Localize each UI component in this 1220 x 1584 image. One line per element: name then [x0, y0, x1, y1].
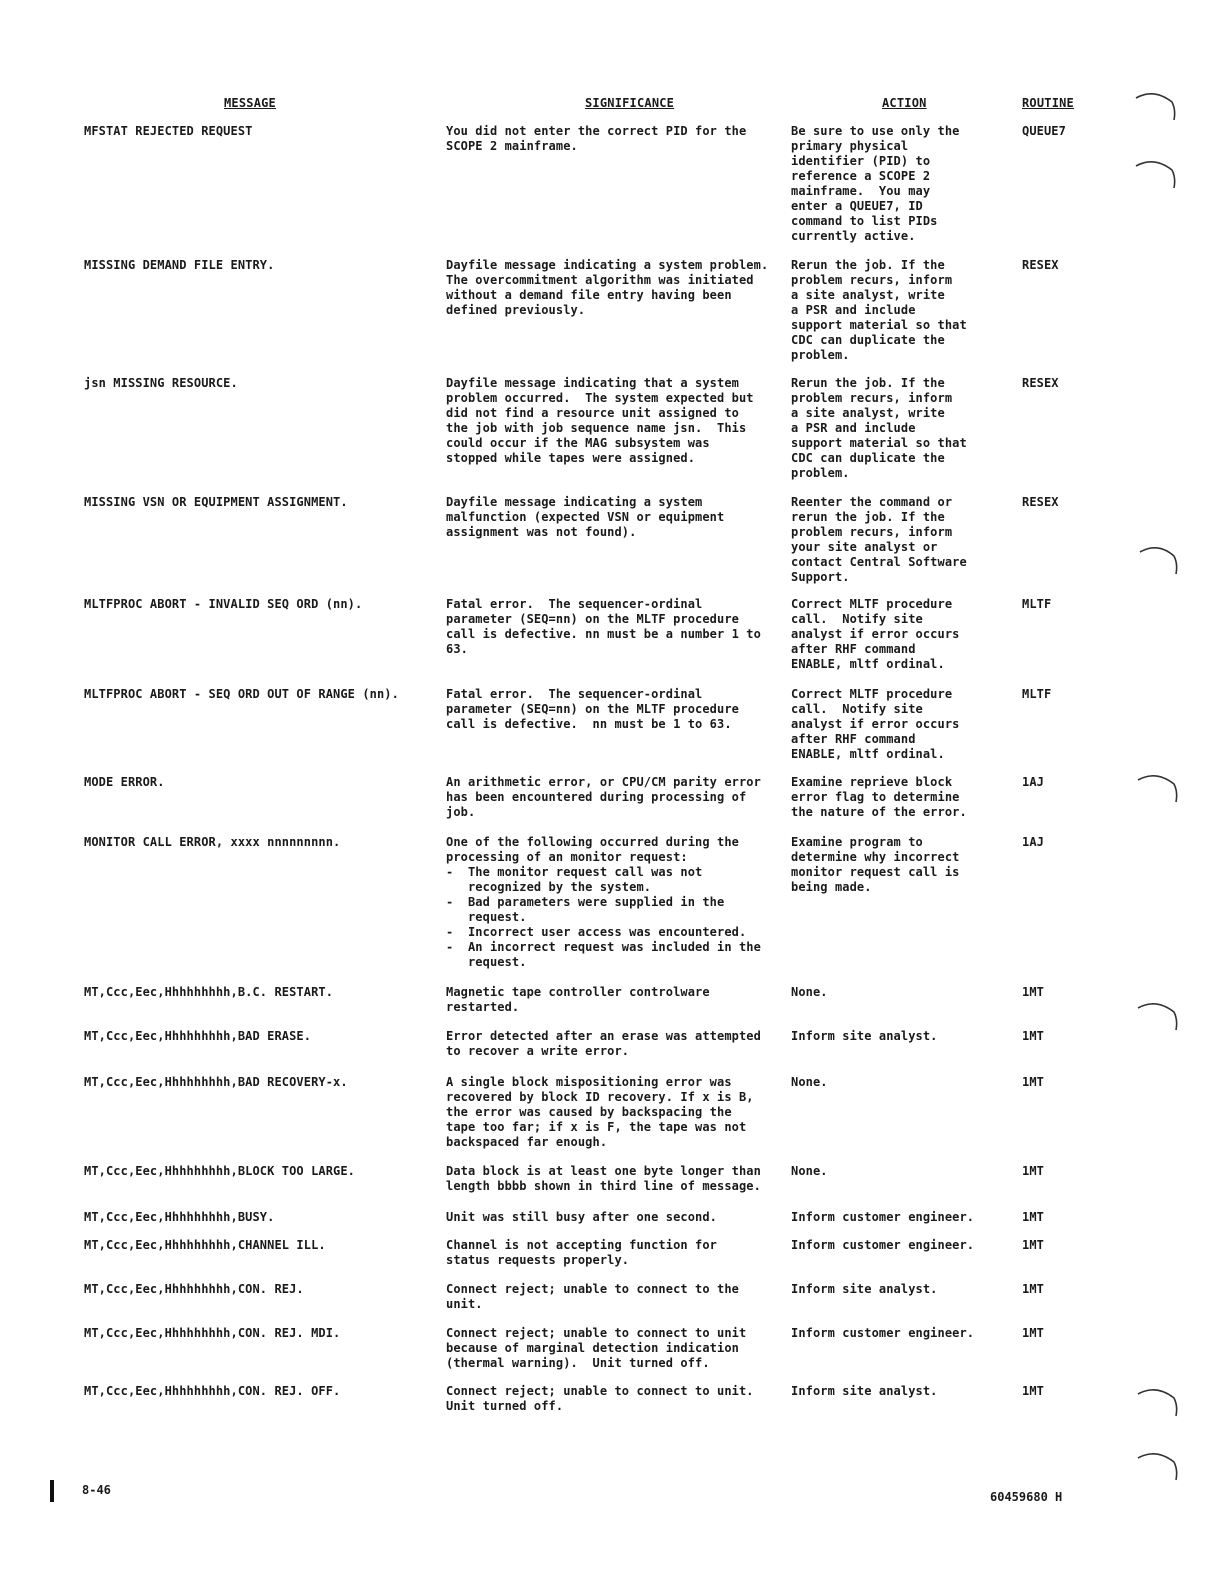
routine-cell: 1MT: [1022, 985, 1044, 999]
routine-cell: 1MT: [1022, 1326, 1044, 1340]
binder-hole-mark: [1136, 542, 1180, 578]
message-cell: MLTFPROC ABORT - SEQ ORD OUT OF RANGE (nn).: [84, 687, 399, 701]
column-header-significance: SIGNIFICANCE: [585, 96, 675, 110]
routine-cell: 1MT: [1022, 1210, 1044, 1224]
message-cell: MT,Ccc,Eec,Hhhhhhhhh,BUSY.: [84, 1210, 275, 1224]
action-cell: Examine reprieve block error flag to determine the nature of the error.: [791, 775, 967, 819]
routine-cell: RESEX: [1022, 376, 1059, 390]
significance-cell: Error detected after an erase was attempted to recover a write error.: [446, 1029, 761, 1058]
change-bar: [50, 1480, 54, 1502]
significance-cell: Magnetic tape controller controlware restarted.: [446, 985, 710, 1014]
message-cell: MODE ERROR.: [84, 775, 165, 789]
significance-cell: Fatal error. The sequencer-ordinal parameter (SEQ=nn) on the MLTF procedure call is defective. nn must be 1 to 63.: [446, 687, 739, 731]
significance-cell: Connect reject; unable to connect to the unit.: [446, 1282, 739, 1311]
significance-cell: Data block is at least one byte longer than length bbbb shown in third line of message.: [446, 1164, 761, 1193]
binder-hole-mark: [1134, 998, 1180, 1034]
routine-cell: MLTF: [1022, 597, 1052, 611]
action-cell: Inform site analyst.: [791, 1282, 938, 1296]
significance-cell: An arithmetic error, or CPU/CM parity error has been encountered during processing of job.: [446, 775, 761, 819]
page-number: 8-46: [82, 1483, 111, 1497]
message-cell: MT,Ccc,Eec,Hhhhhhhhh,CON. REJ. OFF.: [84, 1384, 341, 1398]
routine-cell: 1AJ: [1022, 835, 1044, 849]
action-cell: Reenter the command or rerun the job. If the problem recurs, inform your site analyst or contact Central Software Support.: [791, 495, 967, 584]
routine-cell: 1MT: [1022, 1029, 1044, 1043]
action-cell: Correct MLTF procedure call. Notify site analyst if error occurs after RHF command ENABLE, mltf ordinal.: [791, 687, 960, 761]
action-cell: None.: [791, 1075, 828, 1089]
message-cell: MISSING VSN OR EQUIPMENT ASSIGNMENT.: [84, 495, 348, 509]
column-header-routine: ROUTINE: [1022, 96, 1074, 110]
binder-hole-mark: [1134, 770, 1180, 806]
routine-cell: 1MT: [1022, 1164, 1044, 1178]
significance-cell: Connect reject; unable to connect to unit. Unit turned off.: [446, 1384, 754, 1413]
action-cell: Inform customer engineer.: [791, 1238, 975, 1252]
message-cell: MT,Ccc,Eec,Hhhhhhhhh,CON. REJ.: [84, 1282, 304, 1296]
action-cell: Inform site analyst.: [791, 1029, 938, 1043]
message-cell: jsn MISSING RESOURCE.: [84, 376, 238, 390]
routine-cell: 1MT: [1022, 1238, 1044, 1252]
routine-cell: QUEUE7: [1022, 124, 1066, 138]
routine-cell: RESEX: [1022, 495, 1059, 509]
routine-cell: 1MT: [1022, 1384, 1044, 1398]
routine-cell: RESEX: [1022, 258, 1059, 272]
significance-cell: Unit was still busy after one second.: [446, 1210, 718, 1224]
action-cell: Inform customer engineer.: [791, 1326, 975, 1340]
routine-cell: MLTF: [1022, 687, 1052, 701]
action-cell: Rerun the job. If the problem recurs, inform a site analyst, write a PSR and include support material so that CDC can duplicate the problem.: [791, 376, 967, 480]
column-header-action: ACTION: [882, 96, 927, 110]
significance-cell: One of the following occurred during the processing of an monitor request: - The monitor request call was not recognized by the system. - Bad parameters were supplied in the request. - Incorrect user access was encountered. - An incorrect request was included in the request.: [446, 835, 761, 969]
routine-cell: 1MT: [1022, 1075, 1044, 1089]
action-cell: Examine program to determine why incorrect monitor request call is being made.: [791, 835, 960, 894]
binder-hole-mark: [1134, 1384, 1180, 1420]
message-cell: MISSING DEMAND FILE ENTRY.: [84, 258, 275, 272]
message-cell: MT,Ccc,Eec,Hhhhhhhhh,BLOCK TOO LARGE.: [84, 1164, 356, 1178]
significance-cell: You did not enter the correct PID for the SCOPE 2 mainframe.: [446, 124, 747, 153]
binder-hole-mark: [1132, 156, 1180, 192]
message-cell: MONITOR CALL ERROR, xxxx nnnnnnnnn.: [84, 835, 341, 849]
significance-cell: Fatal error. The sequencer-ordinal parameter (SEQ=nn) on the MLTF procedure call is defective. nn must be a number 1 to 63.: [446, 597, 761, 656]
significance-cell: Dayfile message indicating a system problem. The overcommitment algorithm was initiated without a demand file entry having been defined previously.: [446, 258, 769, 317]
action-cell: Inform customer engineer.: [791, 1210, 975, 1224]
message-cell: MT,Ccc,Eec,Hhhhhhhhh,BAD ERASE.: [84, 1029, 312, 1043]
significance-cell: A single block mispositioning error was recovered by block ID recovery. If x is B, the error was caused by backspacing the tape too far; if x is F, the tape was not backspaced far enough.: [446, 1075, 754, 1149]
binder-hole-mark: [1134, 1448, 1180, 1484]
action-cell: None.: [791, 985, 828, 999]
action-cell: Inform site analyst.: [791, 1384, 938, 1398]
significance-cell: Dayfile message indicating that a system problem occurred. The system expected but did not find a resource unit assigned to the job with job sequence name jsn. This could occur if the MAG subsystem was stopped while tapes were assigned.: [446, 376, 754, 465]
message-cell: MT,Ccc,Eec,Hhhhhhhhh,BAD RECOVERY-x.: [84, 1075, 348, 1089]
message-cell: MT,Ccc,Eec,Hhhhhhhhh,CHANNEL ILL.: [84, 1238, 326, 1252]
routine-cell: 1AJ: [1022, 775, 1044, 789]
significance-cell: Dayfile message indicating a system malfunction (expected VSN or equipment assignment was not found).: [446, 495, 725, 539]
routine-cell: 1MT: [1022, 1282, 1044, 1296]
action-cell: Rerun the job. If the problem recurs, inform a site analyst, write a PSR and include support material so that CDC can duplicate the problem.: [791, 258, 967, 362]
action-cell: Correct MLTF procedure call. Notify site analyst if error occurs after RHF command ENABLE, mltf ordinal.: [791, 597, 960, 671]
significance-cell: Connect reject; unable to connect to unit because of marginal detection indication (thermal warning). Unit turned off.: [446, 1326, 747, 1370]
document-number: 60459680 H: [990, 1490, 1063, 1504]
column-header-message: MESSAGE: [224, 96, 276, 110]
binder-hole-mark: [1132, 88, 1180, 124]
action-cell: None.: [791, 1164, 828, 1178]
message-cell: MT,Ccc,Eec,Hhhhhhhhh,CON. REJ. MDI.: [84, 1326, 341, 1340]
action-cell: Be sure to use only the primary physical identifier (PID) to reference a SCOPE 2 mainframe. You may enter a QUEUE7, ID command to list PIDs currently active.: [791, 124, 960, 243]
message-cell: MFSTAT REJECTED REQUEST: [84, 124, 253, 138]
significance-cell: Channel is not accepting function for status requests properly.: [446, 1238, 718, 1267]
message-cell: MT,Ccc,Eec,Hhhhhhhhh,B.C. RESTART.: [84, 985, 334, 999]
message-cell: MLTFPROC ABORT - INVALID SEQ ORD (nn).: [84, 597, 363, 611]
